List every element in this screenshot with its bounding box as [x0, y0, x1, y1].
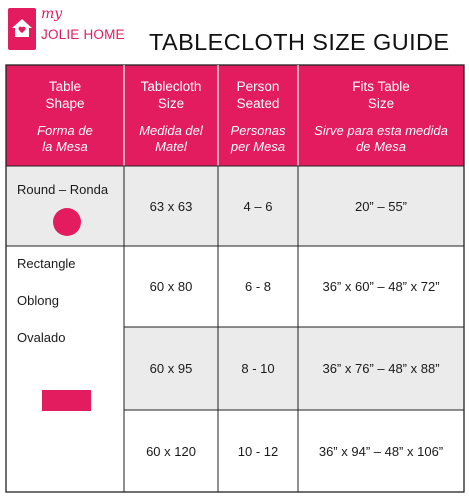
header-en-line: Shape: [45, 95, 85, 111]
rect-shape-label: Rectangle: [17, 256, 76, 271]
rect-row-1-seated: 6 - 8: [244, 279, 271, 294]
header-person-seated: [218, 68, 298, 164]
brand-prefix: my: [41, 6, 63, 22]
header-en-line: Tablecloth: [140, 78, 202, 94]
rect-row-3-seated: 10 - 12: [237, 443, 279, 459]
header-en-line: Size: [157, 95, 185, 111]
rect-row-1-size: 60 x 80: [149, 279, 193, 294]
header-en-line: Size: [367, 95, 395, 111]
header-tablecloth-size: [124, 68, 218, 164]
header-es-line: Medida del: [139, 122, 203, 138]
header-fits-table-size: [298, 68, 464, 164]
brand-name: JOLIE HOME: [41, 27, 125, 42]
rect-shape-label: Oblong: [17, 293, 59, 308]
round-fits: 20” – 55”: [354, 198, 408, 214]
header-es-line: de Mesa: [356, 138, 406, 154]
header-table-shape: [6, 68, 124, 164]
header-en-line: Seated: [236, 95, 280, 111]
header-en-line: Fits Table: [352, 78, 410, 94]
round-seated: 4 – 6: [243, 198, 273, 214]
rect-row-3-size: 60 x 120: [146, 443, 196, 459]
rectangle-shape-icon: [42, 390, 91, 411]
header-en-line: Table: [48, 78, 82, 94]
header-es-line: per Mesa: [230, 138, 286, 154]
rect-row-3-fits: 36” x 94” – 48” x 106”: [318, 443, 444, 459]
round-size: 63 x 63: [149, 198, 193, 214]
rect-row-2-size: 60 x 95: [149, 361, 193, 376]
header-en-line: Person: [236, 78, 280, 94]
round-shape-icon: [53, 208, 81, 236]
rect-row-2-fits: 36” x 76” – 48” x 88”: [322, 361, 440, 376]
rect-row-1-fits: 36” x 60” – 48” x 72”: [322, 279, 440, 294]
rect-row-2-seated: 8 - 10: [241, 361, 275, 376]
header-es-line: Forma de: [37, 122, 93, 138]
header-es-line: la Mesa: [42, 138, 88, 154]
header-es-line: Sirve para esta medida: [314, 122, 448, 138]
rect-shape-label: Ovalado: [17, 330, 66, 345]
header-es-line: Personas: [230, 122, 286, 138]
round-shape-label: Round – Ronda: [17, 182, 109, 197]
page-title: TABLECLOTH SIZE GUIDE: [149, 29, 450, 55]
header-es-line: Matel: [155, 138, 187, 154]
